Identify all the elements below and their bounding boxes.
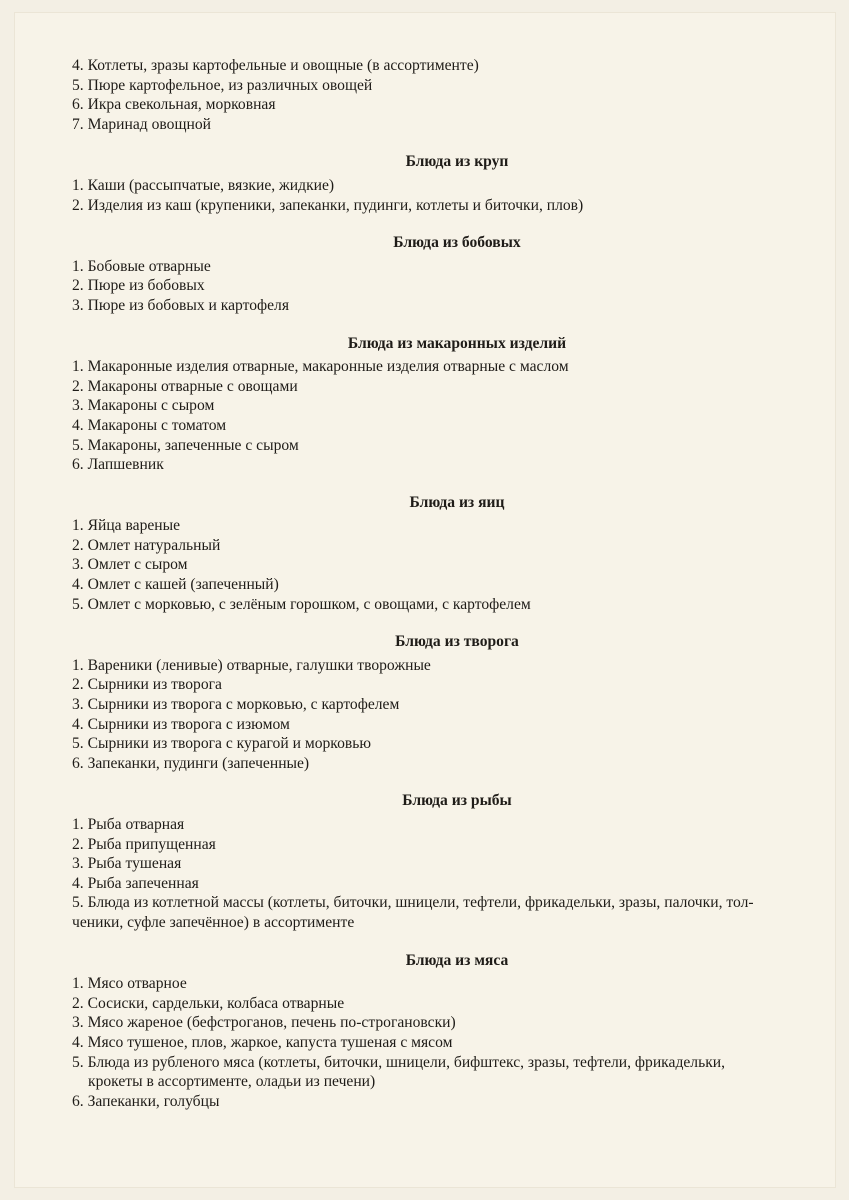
section-cottage-cheese: [72, 632, 842, 773]
list-item: 3. Мясо жареное (бефстроганов, печень по-строгановски): [72, 1014, 456, 1032]
list-item: 5. Блюда из рубленого мяса (котлеты, биточки, шницели, бифштекс, зразы, тефтели, фрикадельки,: [72, 1053, 726, 1071]
list-item: 1. Яйца вареные: [72, 517, 181, 535]
list-item: 3. Макароны с сыром: [72, 397, 215, 415]
list-item: 5. Омлет с морковью, с зелёным горошком, с овощами, с картофелем: [72, 595, 531, 613]
list-item: 4. Рыба запеченная: [72, 874, 199, 892]
list-item: 1. Вареники (ленивые) отварные, галушки творожные: [72, 656, 431, 674]
list-item: 1. Макаронные изделия отварные, макаронные изделия отварные с маслом: [72, 358, 569, 376]
menu-list-document: [72, 56, 842, 1111]
intro-list: [72, 56, 842, 134]
section-heading: Блюда из яиц: [409, 493, 505, 511]
list-item: 2. Макароны отварные с овощами: [72, 377, 298, 395]
list-item: 4. Омлет с кашей (запеченный): [72, 576, 279, 594]
list-item: 2. Изделия из каш (крупеники, запеканки, пудинги, котлеты и биточки, плов): [72, 196, 584, 214]
list-item: 6. Икра свекольная, морковная: [72, 96, 276, 114]
list-item: 1. Бобовые отварные: [72, 257, 211, 275]
list-item: 4. Макароны с томатом: [72, 416, 227, 434]
list-item: 5. Макароны, запеченные с сыром: [72, 436, 299, 454]
list-item: 6. Запеканки, голубцы: [72, 1092, 220, 1110]
section-eggs: [72, 493, 842, 615]
section-heading: Блюда из творога: [395, 633, 519, 651]
list-item: 4. Котлеты, зразы картофельные и овощные (в ассортименте): [72, 57, 479, 74]
list-item: 2. Сырники из творога: [72, 676, 222, 694]
section-meat: [72, 951, 842, 1112]
list-item: 4. Сырники из творога с изюмом: [72, 715, 290, 733]
list-item-continuation: крокеты в ассортименте, оладьи из печени): [88, 1073, 376, 1091]
list-item: 1. Мясо отварное: [72, 975, 187, 993]
document-page: [14, 12, 836, 1188]
list-item: 5. Блюда из котлетной массы (котлеты, биточки, шницели, тефтели, фрикадельки, зразы, палочки, тол-: [72, 894, 754, 912]
section-cereals: [72, 152, 842, 215]
list-item: 2. Омлет натуральный: [72, 536, 221, 554]
list-item: 3. Рыба тушеная: [72, 855, 182, 873]
section-heading: Блюда из макаронных изделий: [347, 334, 567, 352]
list-item: 1. Каши (рассыпчатые, вязкие, жидкие): [72, 176, 335, 194]
list-item: 2. Сосиски, сардельки, колбаса отварные: [72, 994, 345, 1012]
section-heading: Блюда из мяса: [405, 951, 509, 969]
list-item: 5. Сырники из творога с курагой и морковью: [72, 735, 372, 753]
list-item-continuation: ченики, суфле запечённое) в ассортименте: [72, 913, 355, 931]
section-heading: Блюда из бобовых: [393, 234, 521, 252]
list-item: 6. Запеканки, пудинги (запеченные): [72, 754, 310, 772]
list-item: 2. Пюре из бобовых: [72, 277, 205, 295]
list-item: 3. Сырники из творога с морковью, с картофелем: [72, 696, 400, 714]
section-fish: [72, 791, 842, 932]
list-item: 6. Лапшевник: [72, 456, 164, 474]
list-item: 4. Мясо тушеное, плов, жаркое, капуста тушеная с мясом: [72, 1033, 453, 1051]
section-pasta: [72, 334, 842, 475]
list-item: 1. Рыба отварная: [72, 816, 185, 833]
list-item: 5. Пюре картофельное, из различных овощей: [72, 76, 373, 94]
section-heading: Блюда из круп: [405, 153, 509, 171]
list-item: 7. Маринад овощной: [72, 115, 211, 133]
list-item: 3. Омлет с сыром: [72, 556, 188, 574]
list-item: 3. Пюре из бобовых и картофеля: [72, 296, 290, 314]
section-heading: Блюда из рыбы: [402, 792, 512, 810]
list-item: 2. Рыба припущенная: [72, 835, 216, 853]
section-legumes: [72, 233, 842, 315]
